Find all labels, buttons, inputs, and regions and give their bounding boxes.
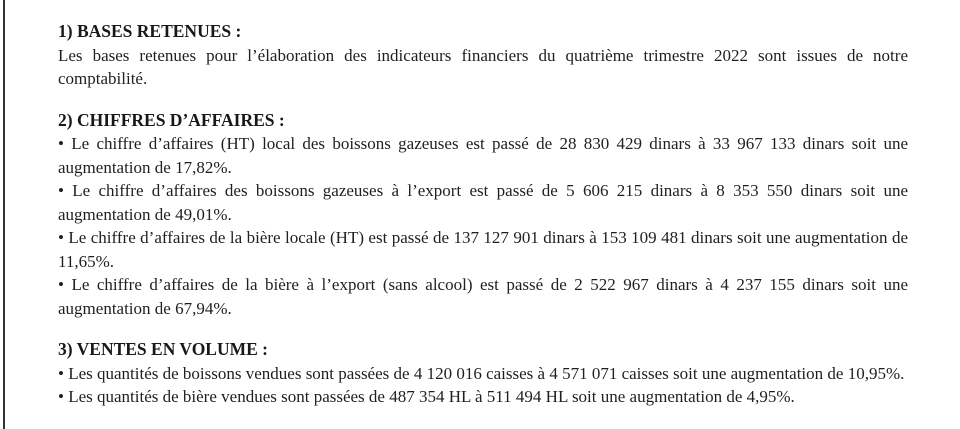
- section-ventes-en-volume: [58, 338, 908, 409]
- bullet-paragraph: • Le chiffre d’affaires de la bière locale (HT) est passé de 137 127 901 dinars à 153 109 481 dinars soit une augmentation de 11,65%.: [58, 228, 908, 271]
- document-content: [58, 20, 908, 409]
- bullet-paragraph: • Les quantités de boissons vendues sont passées de 4 120 016 caisses à 4 571 071 caisses soit une augmentation de 10,95%.: [58, 363, 905, 383]
- section-bases-retenues: [58, 20, 908, 91]
- section-chiffres-daffaires: [58, 109, 908, 321]
- section-heading: 2) CHIFFRES D’AFFAIRES :: [58, 109, 285, 130]
- bullet-paragraph: • Le chiffre d’affaires (HT) local des boissons gazeuses est passé de 28 830 429 dinars à 33 967 133 dinars soit une augmentation de 17,82%.: [58, 134, 908, 177]
- section-heading: 3) VENTES EN VOLUME :: [58, 339, 269, 359]
- bullet-paragraph: • Les quantités de bière vendues sont passées de 487 354 HL à 511 494 HL soit une augmentation de 4,95%.: [58, 387, 795, 406]
- paragraph: Les bases retenues pour l’élaboration des indicateurs financiers du quatrième trimestre 2022 sont issues de notre comptabilité.: [58, 45, 908, 88]
- bullet-paragraph: • Le chiffre d’affaires de la bière à l’export (sans alcool) est passé de 2 522 967 dinars à 4 237 155 dinars soit une augmentation de 67,94%.: [58, 275, 908, 318]
- section-heading: 1) BASES RETENUES :: [58, 21, 242, 41]
- left-border-rule: [3, 0, 5, 429]
- bullet-paragraph: • Le chiffre d’affaires des boissons gazeuses à l’export est passé de 5 606 215 dinars à 8 353 550 dinars soit une augmentation de 49,01%.: [58, 181, 908, 224]
